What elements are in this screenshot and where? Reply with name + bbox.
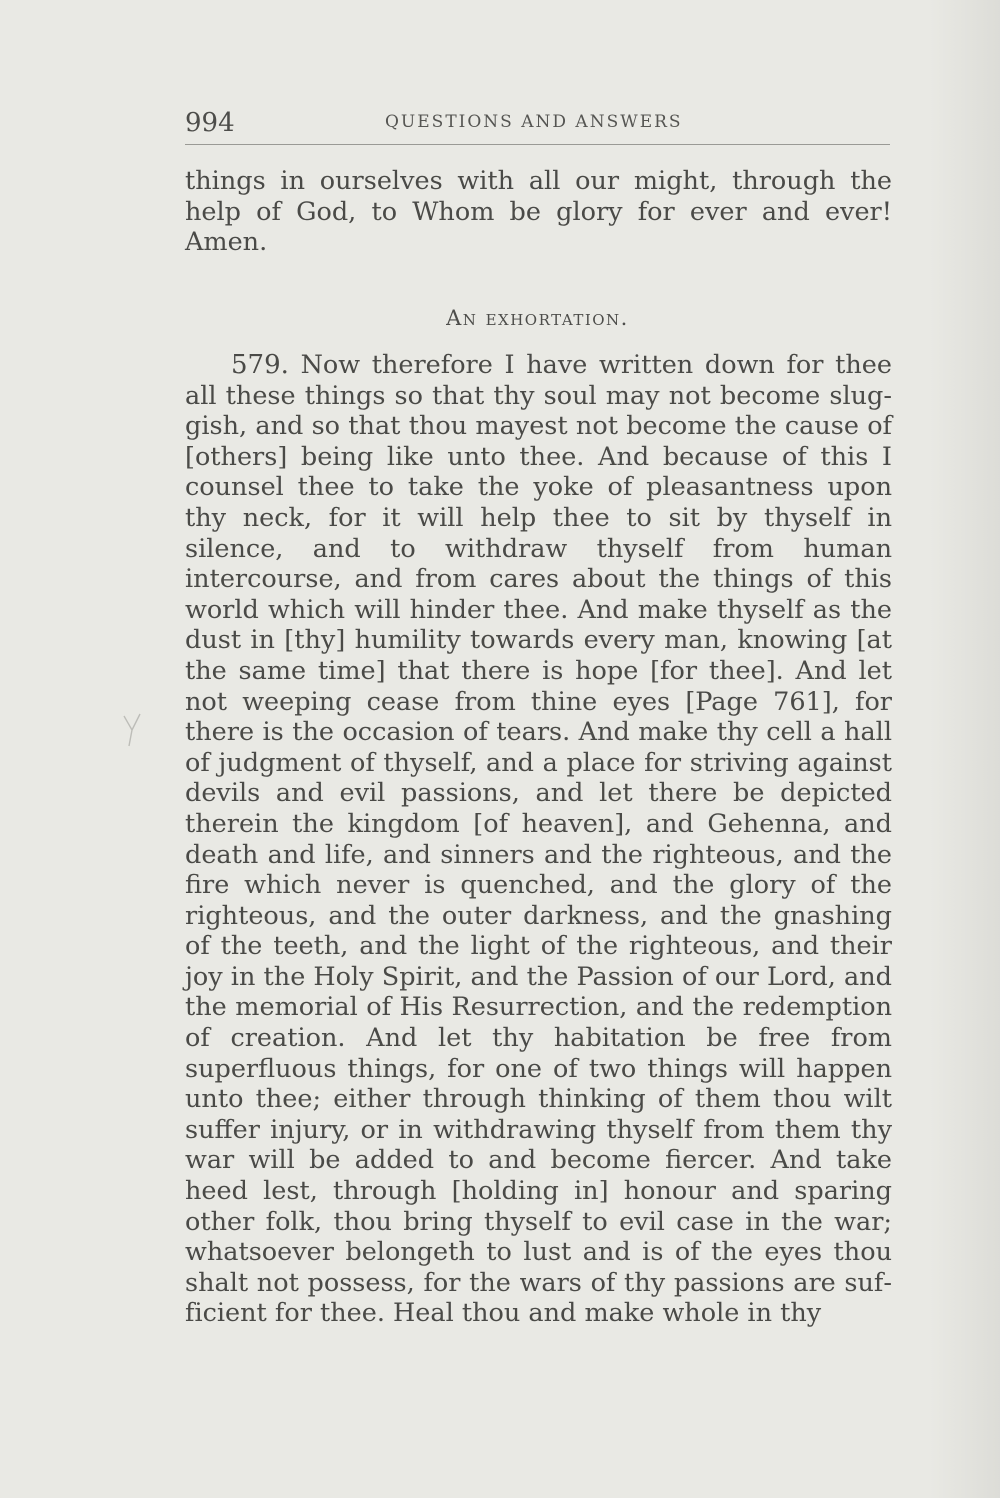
page-number: 994 <box>185 108 235 138</box>
page-header <box>185 104 890 145</box>
running-head: QUESTIONS AND ANSWERS <box>385 112 683 132</box>
paragraph-text: Now therefore I have written down for thee all these things so that thy soul may not become sluggish, and so that thou mayest not become the cause of [others] being like unto thee. And because of this I counsel thee to take the yoke of pleasantness upon thy neck, for it will help thee to sit by thyself in silence, and to withdraw thyself from human intercourse, and from cares about the things of this world which will hinder thee. And make thyself as the dust in [thy] humility towards every man, knowing [at the same time] that there is hope [for thee]. And let not weeping cease from thine eyes [Page 761], for there is the occasion of tears. And make thy cell a hall of judgment of thyself, and a place for striving against devils and evil passions, and let there be depicted therein the kingdom [of heaven], and Gehenna, and death and life, and sinners and the righteous, and the fire which never is quenched, and the glory of the righteous, and the outer darkness, and the gnashing of the teeth, and the light of the righteous, and their joy in the Holy Spirit, and the Passion of our Lord, and the memorial of His Resurrection, and the redemption of creation. And let thy habitation be free from superfluous things, for one of two things will happen unto thee; either through thinking of them thou wilt suffer injury, or in withdrawing thyself from them thy war will be added to and become fiercer. And take heed lest, through [holding in] honour and sparing other folk, thou bring thyself to evil case in the war; whatsoever belongeth to lust and is of the eyes thou shalt not possess, for the wars of thy passions are sufficient for thee. Heal thou and make whole in thy <box>185 350 892 1329</box>
scan-edge-shading <box>930 0 1000 1498</box>
section-heading <box>185 306 890 330</box>
section-heading-text: An exhortation. <box>446 306 629 330</box>
continuation-text: things in ourselves with all our might, through the help of God, to Whom be glory for ever and ever! Amen. <box>185 166 892 258</box>
pencil-mark-icon <box>118 710 148 750</box>
continuation-paragraph <box>185 166 892 258</box>
paragraph-number: 579. <box>231 350 289 380</box>
numbered-paragraph <box>185 350 892 1329</box>
paragraph-body <box>185 350 892 1329</box>
